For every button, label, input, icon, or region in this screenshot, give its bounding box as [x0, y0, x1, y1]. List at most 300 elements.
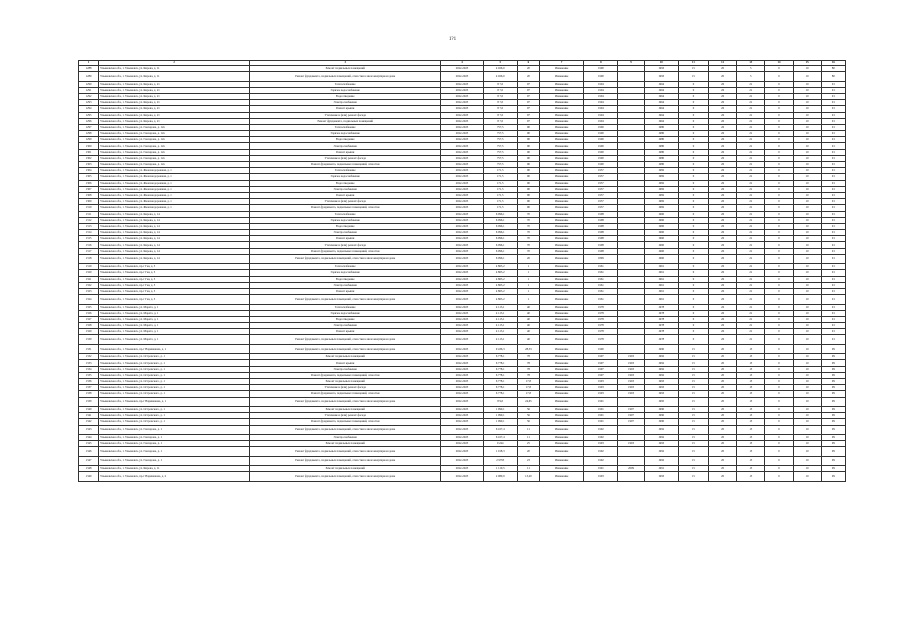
cost-cell: 6 778,1 [483, 360, 517, 366]
address-cell: Ульяновская обл., г. Ульяновск, ул. Кирова, д. 14 [99, 236, 250, 242]
status-cell: Изменение [539, 397, 583, 406]
value-cell: 91 [821, 106, 845, 112]
year-cell: 1980 [644, 143, 678, 149]
value-cell: 0 [765, 230, 793, 236]
row-number: 1346 [79, 447, 99, 456]
value-cell: 0 [765, 131, 793, 137]
year-cell [618, 447, 644, 456]
value-cell: 91 [821, 288, 845, 294]
work-type-cell: Ремонт фундамента, подвальных помещений, отмостки в многоквартирном доме [250, 254, 441, 263]
row-number: 1321 [79, 276, 99, 282]
value-cell: 10 [793, 354, 821, 360]
year-cell: 1997 [584, 372, 618, 378]
value-cell: 10 [793, 316, 821, 322]
year-cell: 1993 [644, 472, 678, 481]
cost-cell: 6 778,1 [483, 385, 517, 391]
status-cell: Изменение [539, 295, 583, 304]
value-cell: 20 [709, 66, 737, 72]
value-cell: 91 [821, 174, 845, 180]
address-cell: Ульяновская обл., г. Ульяновск, ул. Островского, д. 1 [99, 385, 250, 391]
value-cell: 10 [793, 413, 821, 419]
period-cell: 2022-2023 [441, 168, 483, 174]
area-cell: 20 [517, 66, 539, 72]
year-cell: 1964 [644, 81, 678, 87]
address-cell: Ульяновская обл., г. Ульяновск, пр-т Гая, д. 3 [99, 270, 250, 276]
value-cell: 0 [765, 316, 793, 322]
value-cell: 0 [765, 180, 793, 186]
value-cell: 21 [737, 174, 765, 180]
table-row [79, 472, 846, 481]
year-cell: 1982 [644, 192, 678, 198]
row-number: 1326 [79, 310, 99, 316]
status-cell: Изменение [539, 366, 583, 372]
year-cell: 1964 [644, 100, 678, 106]
year-cell: 1993 [644, 379, 678, 385]
work-type-cell: Электроснабжение [250, 143, 441, 149]
cost-cell: 6 096,1 [483, 223, 517, 229]
area-cell: 70 [517, 248, 539, 254]
area-cell: 90 [517, 192, 539, 198]
period-cell: 2022-2023 [441, 143, 483, 149]
work-type-cell: Теплоснабжение [250, 81, 441, 87]
cost-cell: 1 990,1 [483, 413, 517, 419]
work-type-cell: Горячее водоснабжение [250, 131, 441, 137]
work-type-cell: Ремонт фундамента, подвальных помещений, отмостки [250, 248, 441, 254]
cost-cell: 4 863,2 [483, 295, 517, 304]
period-cell: 2022-2023 [441, 366, 483, 372]
value-cell: 26 [709, 264, 737, 270]
status-cell: Изменение [539, 323, 583, 329]
address-cell: Ульяновская обл., г. Ульяновск, пр-т Гая, д. 3 [99, 282, 250, 288]
work-type-cell: Ремонт крыши [250, 149, 441, 155]
period-cell: 2022-2023 [441, 288, 483, 294]
column-header: 6 [517, 61, 539, 66]
address-cell: Ульяновская обл., г. Ульяновск, ул. Гончарова, д. 1 [99, 434, 250, 440]
value-cell: 0 [765, 186, 793, 192]
row-number: 1332 [79, 354, 99, 360]
area-cell: 78 [517, 366, 539, 372]
area-cell: 90 [517, 143, 539, 149]
year-cell [618, 335, 644, 344]
year-cell: 1993 [618, 354, 644, 360]
work-type-cell: Горячее водоснабжение [250, 270, 441, 276]
value-cell: 91 [821, 81, 845, 87]
status-cell: Изменение [539, 406, 583, 412]
year-cell: 1908 [584, 248, 618, 254]
year-cell: 1993 [618, 379, 644, 385]
address-cell: Ульяновская обл., г. Ульяновск, ул. Кирова, д. 14 [99, 230, 250, 236]
year-cell [618, 456, 644, 465]
year-cell: 1997 [618, 413, 644, 419]
value-cell: 99 [821, 456, 845, 465]
area-cell: 23 [517, 456, 539, 465]
year-cell [618, 254, 644, 263]
area-cell: 78 [517, 372, 539, 378]
status-cell: Изменение [539, 329, 583, 335]
row-number: 1308 [79, 192, 99, 198]
period-cell: 2022-2023 [441, 276, 483, 282]
status-cell: Изменение [539, 447, 583, 456]
year-cell: 1993 [644, 391, 678, 397]
value-cell: 26 [709, 174, 737, 180]
value-cell: 0 [765, 264, 793, 270]
address-cell: Ульяновская обл., г. Ульяновск, ул. Гончарова, д. 1 [99, 456, 250, 465]
area-cell: 17,8 [517, 391, 539, 397]
value-cell: 10 [793, 192, 821, 198]
address-cell: Ульяновская обл., г. Ульяновск, пр-т Нариманова, д. 2 [99, 472, 250, 481]
year-cell: 1993 [618, 385, 644, 391]
year-cell: 1992 [584, 456, 618, 465]
value-cell: 0 [678, 288, 708, 294]
value-cell: 91 [821, 112, 845, 118]
cost-cell: 8 ?,0 [483, 87, 517, 93]
value-cell: 15 [737, 391, 765, 397]
value-cell: 10 [793, 205, 821, 211]
year-cell: 1960 [644, 211, 678, 217]
table-row [79, 254, 846, 263]
value-cell: 21 [737, 100, 765, 106]
value-cell: 99 [821, 372, 845, 378]
status-cell: Изменение [539, 276, 583, 282]
year-cell [618, 425, 644, 434]
address-cell: Ульяновская обл., г. Ульяновск, ул. Гончарова, д. 12а [99, 137, 250, 143]
value-cell: 0 [678, 174, 708, 180]
cost-cell: 6 096,1 [483, 211, 517, 217]
cost-cell: 8 ?,0 [483, 81, 517, 87]
value-cell: 0 [765, 456, 793, 465]
value-cell: 91 [821, 282, 845, 288]
address-cell: Ульяновская обл., г. Ульяновск, ул. Кирова, д. 11 [99, 66, 250, 72]
value-cell: 21 [737, 124, 765, 130]
period-cell: 2022-2023 [441, 425, 483, 434]
row-number: 1288 [79, 66, 99, 72]
value-cell: 10 [793, 211, 821, 217]
value-cell: 0 [678, 186, 708, 192]
address-cell: Ульяновская обл., г. Ульяновск, ул. Кирова, д. 21 [99, 118, 250, 124]
value-cell: 26 [709, 81, 737, 87]
value-cell: 99 [821, 419, 845, 425]
period-cell: 2022-2023 [441, 131, 483, 137]
address-cell: Ульяновская обл., г. Ульяновск, пр-т Гая, д. 3 [99, 295, 250, 304]
address-cell: Ульяновская обл., г. Ульяновск, ул. Гончарова, д. 1 [99, 447, 250, 456]
row-number: 1336 [79, 379, 99, 385]
value-cell: 0 [765, 282, 793, 288]
value-cell: 21 [737, 316, 765, 322]
status-cell: Изменение [539, 137, 583, 143]
year-cell: 1993 [618, 391, 644, 397]
value-cell: 10 [793, 242, 821, 248]
area-cell: 97 [517, 93, 539, 99]
value-cell: 0 [765, 174, 793, 180]
value-cell: 10 [793, 295, 821, 304]
year-cell: 1978 [584, 323, 618, 329]
value-cell: 0 [678, 143, 708, 149]
area-cell: 20 [517, 72, 539, 81]
row-number: 1292 [79, 93, 99, 99]
value-cell: 91 [821, 149, 845, 155]
year-cell: 1982 [644, 168, 678, 174]
year-cell: 1961 [584, 276, 618, 282]
address-cell: Ульяновская обл., г. Ульяновск, ул. Гончарова, д. 12а [99, 162, 250, 168]
row-number: 1317 [79, 248, 99, 254]
year-cell: 1904 [584, 112, 618, 118]
year-cell: 1991 [644, 466, 678, 472]
period-cell: 2022-2023 [441, 242, 483, 248]
cost-cell: 757,5 [483, 124, 517, 130]
work-type-cell: Водоотведение [250, 93, 441, 99]
period-cell: 2022-2023 [441, 217, 483, 223]
value-cell: 10 [793, 137, 821, 143]
year-cell: 1904 [584, 100, 618, 106]
work-type-cell: Электроснабжение [250, 434, 441, 440]
value-cell: 15 [737, 472, 765, 481]
value-cell: 10 [793, 288, 821, 294]
value-cell: 0 [765, 354, 793, 360]
year-cell: 1992 [644, 447, 678, 456]
value-cell: 10 [793, 447, 821, 456]
status-cell: Изменение [539, 223, 583, 229]
work-type-cell: Ремонт фундамента, подвальных помещений, отмостки [250, 372, 441, 378]
year-cell: 1991 [584, 397, 618, 406]
value-cell: 15 [737, 425, 765, 434]
value-cell: 26 [709, 323, 737, 329]
work-type-cell: Электроснабжение [250, 366, 441, 372]
work-type-cell: Ремонт фундамента, подвальных помещений, отмостки [250, 162, 441, 168]
value-cell: 99 [821, 379, 845, 385]
period-cell: 2022-2023 [441, 441, 483, 447]
cost-cell: 4 113,1 [483, 335, 517, 344]
status-cell: Изменение [539, 168, 583, 174]
value-cell: 21 [737, 180, 765, 186]
work-type-cell: Ремонт подвальных помещений [250, 354, 441, 360]
value-cell: 21 [737, 276, 765, 282]
value-cell: 21 [737, 282, 765, 288]
value-cell: 0 [765, 217, 793, 223]
value-cell: 10 [793, 180, 821, 186]
value-cell: 10 [793, 434, 821, 440]
period-cell: 2022-2023 [441, 155, 483, 161]
year-cell: 1993 [644, 66, 678, 72]
value-cell: 26 [709, 335, 737, 344]
area-cell: 90 [517, 149, 539, 155]
value-cell: 0 [678, 295, 708, 304]
status-cell: Изменение [539, 174, 583, 180]
value-cell: 20 [709, 425, 737, 434]
value-cell: 0 [678, 192, 708, 198]
value-cell: 0 [678, 323, 708, 329]
value-cell: 21 [737, 295, 765, 304]
value-cell: 15 [678, 441, 708, 447]
year-cell: 1978 [584, 304, 618, 310]
value-cell: 10 [793, 397, 821, 406]
table-row [79, 72, 846, 81]
value-cell: 99 [821, 425, 845, 434]
status-cell: Изменение [539, 344, 583, 353]
value-cell: 0 [765, 87, 793, 93]
period-cell: 2022-2023 [441, 124, 483, 130]
value-cell: 10 [793, 264, 821, 270]
address-cell: Ульяновская обл., г. Ульяновск, ул. Гончарова, д. 1 [99, 425, 250, 434]
row-number: 1323 [79, 288, 99, 294]
period-cell: 2022-2023 [441, 174, 483, 180]
address-cell: Ульяновская обл., г. Ульяновск, пр-т Гая, д. 3 [99, 276, 250, 282]
value-cell: 21 [737, 242, 765, 248]
year-cell: 1992 [644, 434, 678, 440]
period-cell: 2022-2023 [441, 106, 483, 112]
value-cell: 26 [709, 205, 737, 211]
cost-cell: 6 096,1 [483, 242, 517, 248]
value-cell: 0 [678, 118, 708, 124]
year-cell: 1904 [584, 87, 618, 93]
work-type-cell: Ремонт фундамента, подвальных помещений, отмостки в многоквартирном доме [250, 344, 441, 353]
row-number: 1330 [79, 335, 99, 344]
year-cell: 1899 [584, 254, 618, 263]
year-cell: 1990 [644, 413, 678, 419]
value-cell: 21 [737, 236, 765, 242]
value-cell: 15 [737, 366, 765, 372]
status-cell: Изменение [539, 385, 583, 391]
cost-cell: 1 018,3 [483, 447, 517, 456]
value-cell: 91 [821, 254, 845, 263]
work-type-cell: Ремонт фундамента, подвальных помещений, отмостки [250, 205, 441, 211]
value-cell: 15 [678, 472, 708, 481]
value-cell: 10 [793, 168, 821, 174]
area-cell: 40 [517, 304, 539, 310]
value-cell: 0 [765, 168, 793, 174]
value-cell: 91 [821, 162, 845, 168]
year-cell: 1904 [584, 81, 618, 87]
cost-cell: 4 113,1 [483, 310, 517, 316]
cost-cell: 9 244 [483, 441, 517, 447]
row-number: 1314 [79, 230, 99, 236]
value-cell: 10 [793, 217, 821, 223]
area-cell: 13,20 [517, 472, 539, 481]
value-cell: 91 [821, 93, 845, 99]
column-header: 1 [79, 61, 99, 66]
value-cell: 26 [709, 270, 737, 276]
year-cell: 1964 [644, 106, 678, 112]
cost-cell: 1 990,1 [483, 406, 517, 412]
value-cell: 0 [765, 143, 793, 149]
year-cell: 1900 [584, 131, 618, 137]
row-number: 1293 [79, 100, 99, 106]
period-cell: 2022-2023 [441, 316, 483, 322]
column-header: 13 [737, 61, 765, 66]
value-cell: 80 [821, 66, 845, 72]
year-cell: 1961 [584, 264, 618, 270]
row-number: 1290 [79, 81, 99, 87]
value-cell: 0 [678, 248, 708, 254]
value-cell: 10 [793, 360, 821, 366]
value-cell: 10 [793, 72, 821, 81]
year-cell: 1997 [618, 406, 644, 412]
table-row [79, 295, 846, 304]
address-cell: Ульяновская обл., г. Ульяновск, ул. Кирова, д. 21 [99, 106, 250, 112]
year-cell: 2009 [618, 466, 644, 472]
value-cell: 20 [709, 366, 737, 372]
cost-cell: 6 096,1 [483, 217, 517, 223]
value-cell: 21 [737, 304, 765, 310]
value-cell: 26 [709, 186, 737, 192]
work-type-cell: Ремонт фундамента, подвальных помещений, отмостки в многоквартирном доме [250, 447, 441, 456]
period-cell: 2022-2023 [441, 372, 483, 378]
value-cell: 21 [737, 217, 765, 223]
value-cell: 21 [737, 131, 765, 137]
value-cell: 0 [765, 425, 793, 434]
year-cell: 1961 [644, 288, 678, 294]
period-cell: 2022-2023 [441, 186, 483, 192]
area-cell: 97 [517, 118, 539, 124]
work-type-cell: Утепление и (или) ремонт фасада [250, 242, 441, 248]
value-cell: 0 [765, 223, 793, 229]
value-cell: 0 [765, 295, 793, 304]
address-cell: Ульяновская обл., г. Ульяновск, ул. Кирова, д. 21 [99, 112, 250, 118]
value-cell: 15 [737, 441, 765, 447]
status-cell: Изменение [539, 288, 583, 294]
row-number: 1337 [79, 385, 99, 391]
year-cell: 1961 [644, 264, 678, 270]
row-number: 1304 [79, 168, 99, 174]
status-cell: Изменение [539, 372, 583, 378]
year-cell: 1995 [644, 397, 678, 406]
period-cell: 2022-2023 [441, 254, 483, 263]
status-cell: Изменение [539, 149, 583, 155]
cost-cell: 6 167,4 [483, 434, 517, 440]
year-cell: 1961 [584, 288, 618, 294]
row-number: 1344 [79, 434, 99, 440]
row-number: 1341 [79, 413, 99, 419]
value-cell: 10 [793, 81, 821, 87]
value-cell: 26 [709, 137, 737, 143]
year-cell: 1992 [644, 354, 678, 360]
value-cell: 15 [737, 354, 765, 360]
year-cell: 1957 [584, 192, 618, 198]
area-cell: 56 [517, 413, 539, 419]
work-type-cell: Ремонт крыши [250, 329, 441, 335]
status-cell: Изменение [539, 360, 583, 366]
value-cell: 15 [678, 466, 708, 472]
address-cell: Ульяновская обл., г. Ульяновск, ул. Марата, д. 1 [99, 329, 250, 335]
year-cell: 1957 [584, 180, 618, 186]
value-cell: 10 [793, 466, 821, 472]
status-cell: Изменение [539, 205, 583, 211]
value-cell: 0 [678, 276, 708, 282]
status-cell: Изменение [539, 456, 583, 465]
value-cell: 91 [821, 192, 845, 198]
value-cell: 21 [737, 211, 765, 217]
address-cell: Ульяновская обл., г. Ульяновск, ул. Марата, д. 1 [99, 316, 250, 322]
value-cell: 21 [737, 205, 765, 211]
value-cell: 91 [821, 205, 845, 211]
value-cell: 0 [765, 66, 793, 72]
value-cell: 21 [737, 310, 765, 316]
value-cell: 15 [737, 434, 765, 440]
status-cell: Изменение [539, 242, 583, 248]
table-row [79, 425, 846, 434]
status-cell: Изменение [539, 413, 583, 419]
cost-cell: 8 9,0 [483, 397, 517, 406]
cost-cell: 171,5 [483, 205, 517, 211]
value-cell: 15 [737, 466, 765, 472]
value-cell: 0 [765, 100, 793, 106]
value-cell: 15 [678, 379, 708, 385]
value-cell: 91 [821, 137, 845, 143]
period-cell: 2022-2023 [441, 149, 483, 155]
value-cell: 10 [793, 282, 821, 288]
year-cell [618, 397, 644, 406]
year-cell: 1960 [644, 217, 678, 223]
year-cell: 1982 [644, 174, 678, 180]
